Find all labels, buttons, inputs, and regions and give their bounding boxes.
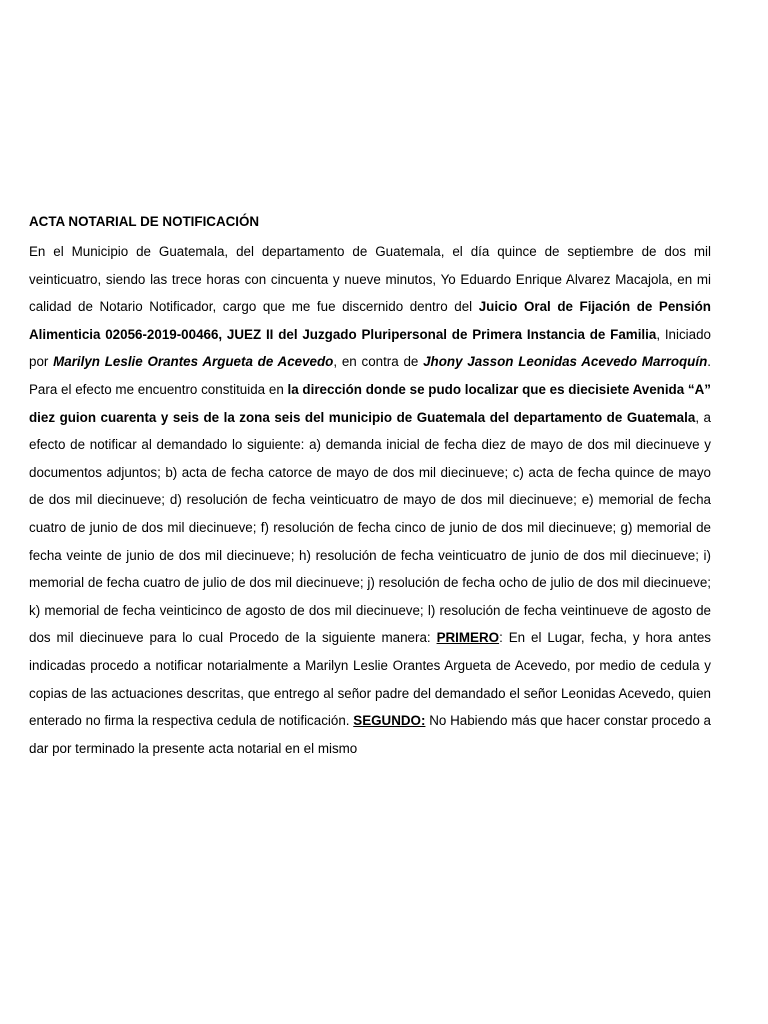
body-text: , Iniciado por [29, 326, 711, 370]
body-text: No Habiendo más que hacer constar procedo a dar por terminado la presente acta notarial en el mismo [29, 713, 711, 756]
body-text: . Para el efecto me encuentro constituida en [29, 354, 711, 397]
case-reference: Juicio Oral de Fijación de Pensión Alimenticia 02056-2019-00466, JUEZ II del Juzgado Pluripersonal de Primera Instancia de Familia [29, 299, 711, 342]
defendant-name: Jhony Jasson Leonidas Acevedo Marroquín [423, 354, 708, 370]
section-heading-segundo: SEGUNDO: [353, 713, 426, 729]
notification-address: la dirección donde se pudo localizar que es diecisiete Avenida “A” diez guion cuarenta y seis de la zona seis del municipio de Guatemala del departamento de Guatemala [29, 381, 711, 425]
body-text: , en contra de [333, 354, 424, 370]
plaintiff-name: Marilyn Leslie Orantes Argueta de Acevedo [53, 354, 334, 370]
body-text: En el Municipio de Guatemala, del departamento de Guatemala, el día quince de septiembre de dos mil veinticuatro, siendo las trece horas con cincuenta y nueve minutos, Yo Eduardo Enrique Alvarez Macajola, en mi calidad de Notario Notificador, cargo que me fue discernido dentro del [29, 244, 711, 315]
body-text: : En el Lugar, fecha, y hora antes indicadas procedo a notificar notarialmente a Marilyn Leslie Orantes Argueta de Acevedo, por medio de cedula y copias de las actuaciones descritas, que entrego al señor padre del demandado el señor Leonidas Acevedo, quien enterado no firma la respectiva cedula de notificación. [29, 630, 711, 729]
document-body [29, 238, 711, 762]
section-heading-primero: PRIMERO [436, 630, 500, 646]
body-text: , a efecto de notificar al demandado lo siguiente: a) demanda inicial de fecha diez de mayo de dos mil diecinueve y documentos adjuntos; b) acta de fecha catorce de mayo de dos mil diecinueve; c) acta de fecha quince de mayo de dos mil diecinueve; d) resolución de fecha veinticuatro de mayo de dos mil diecinueve; e) memorial de fecha cuatro de junio de dos mil diecinueve; f) resolución de fecha cinco de junio de dos mil diecinueve; g) memorial de fecha veinte de junio de dos mil diecinueve; h) resolución de fecha veinticuatro de junio de dos mil diecinueve; i) memorial de fecha cuatro de julio de dos mil diecinueve; j) resolución de fecha ocho de julio de dos mil diecinueve; k) memorial de fecha veinticinco de agosto de dos mil diecinueve; l) resolución de fecha veintinueve de agosto de dos mil diecinueve para lo cual Procedo de la siguiente manera: [29, 409, 712, 646]
document-title: ACTA NOTARIAL DE NOTIFICACIÓN [29, 214, 260, 229]
